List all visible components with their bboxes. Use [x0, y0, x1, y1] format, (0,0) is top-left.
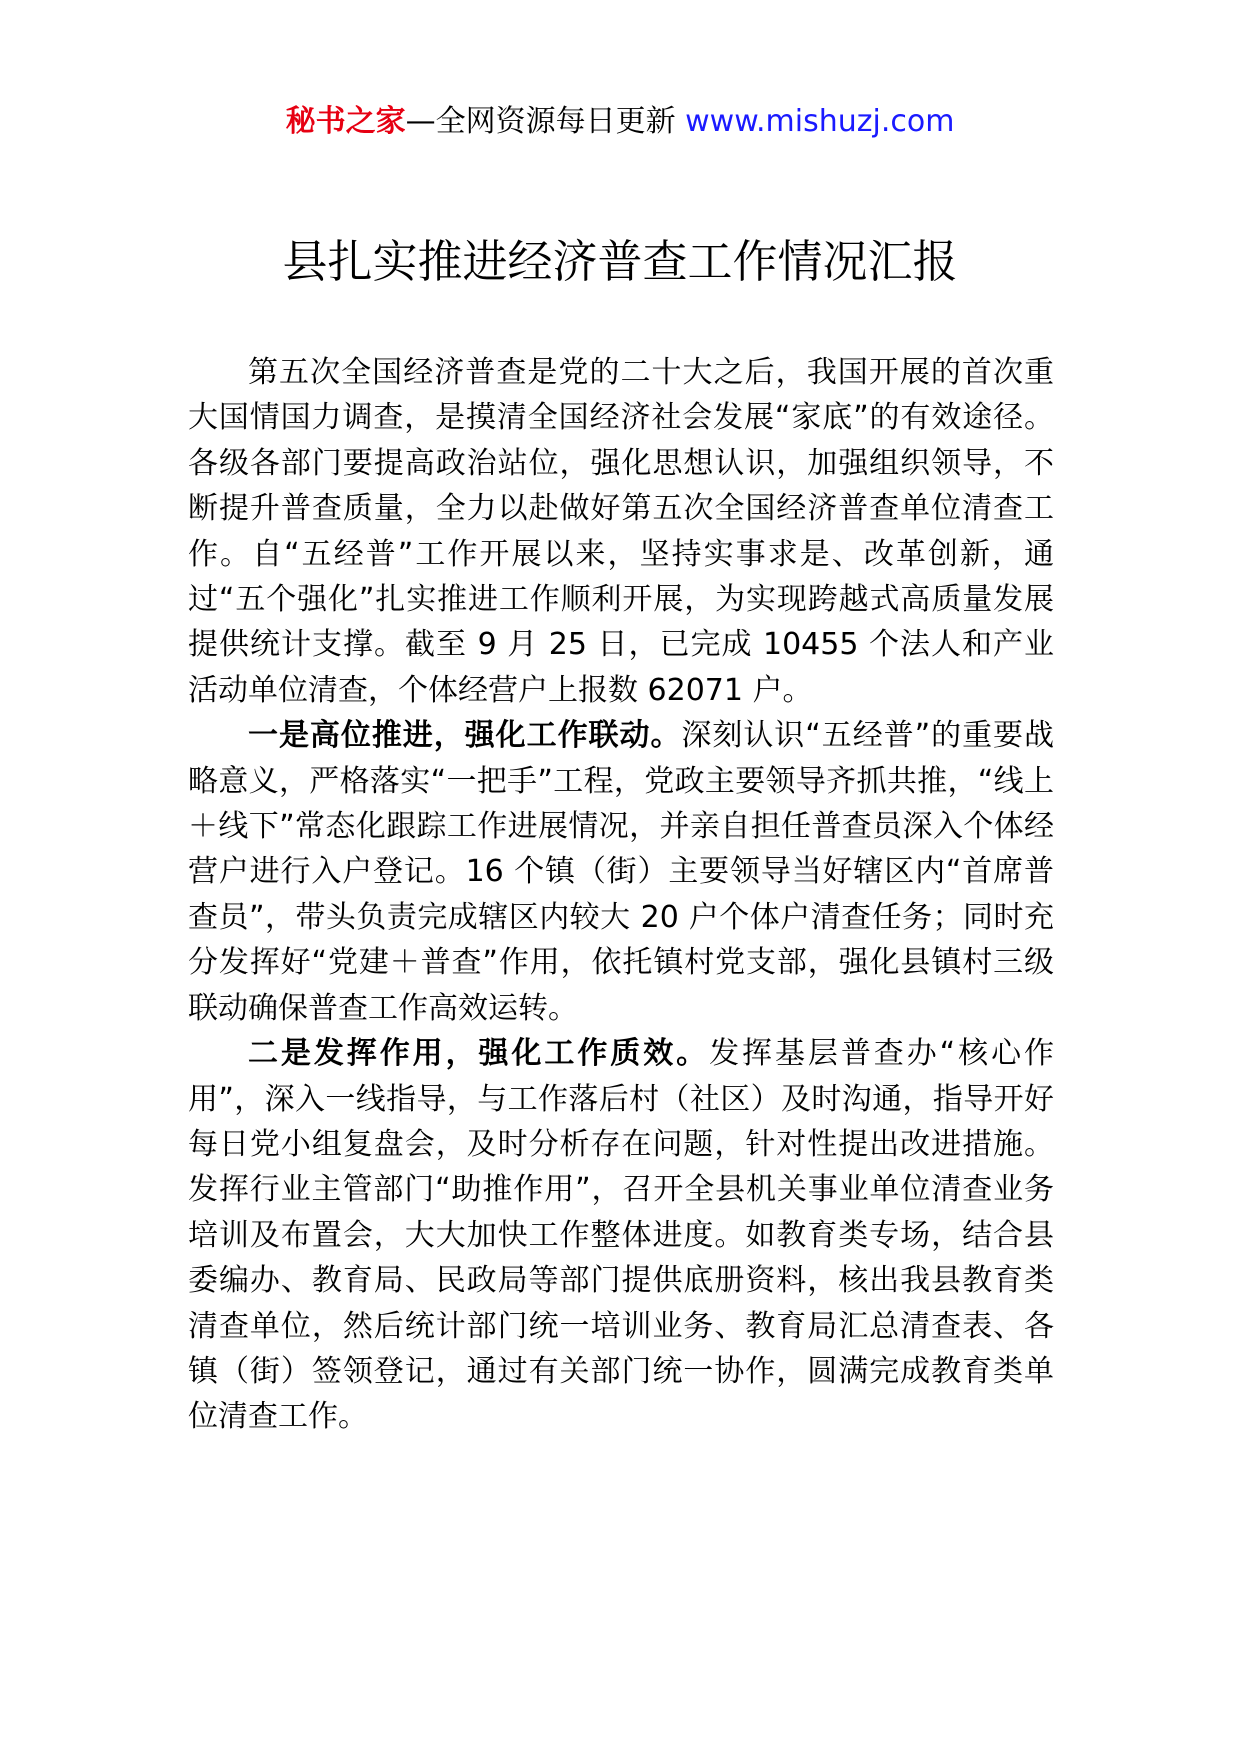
paragraph-text: 发挥基层普查办“核心作用”，深入一线指导，与工作落后村（社区）及时沟通，指导开好每日党小组复盘会，及时分析存在问题，针对性提出改进措施。发挥行业主管部门“助推作用”，召开全县机关事业单位清查业务培训及布置会，大大加快工作整体进度。如教育类专场，结合县委编办、教育局、民政局等部门提供底册资料，核出我县教育类清查单位，然后统计部门统一培训业务、教育局汇总清查表、各镇（街）签领登记，通过有关部门统一协作，圆满完成教育类单位清查工作。	[188, 1036, 1055, 1435]
document-body	[188, 350, 1054, 1440]
page-header	[0, 100, 1240, 144]
header-url-link[interactable]: www.mishuzj.com	[685, 104, 955, 139]
paragraph-text: 第五次全国经济普查是党的二十大之后，我国开展的首次重大国情国力调查，是摸清全国经济社会发展“家底”的有效途径。各级各部门要提高政治站位，强化思想认识，加强组织领导，不断提升普查质量，全力以赴做好第五次全国经济普查单位清查工作。自“五经普”工作开展以来，坚持实事求是、改革创新，通过“五个强化”扎实推进工作顺利开展，为实现跨越式高质量发展提供统计支撑。截至 9 月 25 日，已完成 10455 个法人和产业活动单位清查，个体经营户上报数 62071 户。	[188, 355, 1054, 708]
section-heading: 二是发挥作用，强化工作质效。	[248, 1036, 710, 1072]
document-title: 县扎实推进经济普查工作情况汇报	[282, 235, 958, 288]
paragraph-intro	[188, 350, 1054, 713]
section-heading: 一是高位推进，强化工作联动。	[248, 718, 682, 754]
header-brand: 秘书之家	[285, 104, 406, 139]
header-tagline: —全网资源每日更新	[405, 104, 676, 139]
paragraph-section-2	[188, 1031, 1054, 1440]
paragraph-section-1	[188, 713, 1054, 1031]
paragraph-text: 深刻认识“五经普”的重要战略意义，严格落实“一把手”工程，党政主要领导齐抓共推，“线上＋线下”常态化跟踪工作进展情况，并亲自担任普查员深入个体经营户进行入户登记。16 个镇（街）主要领导当好辖区内“首席普查员”，带头负责完成辖区内较大 20 户个体户清查任务；同时充分发挥好“党建＋普查”作用，依托镇村党支部，强化县镇村三级联动确保普查工作高效运转。	[188, 718, 1055, 1026]
